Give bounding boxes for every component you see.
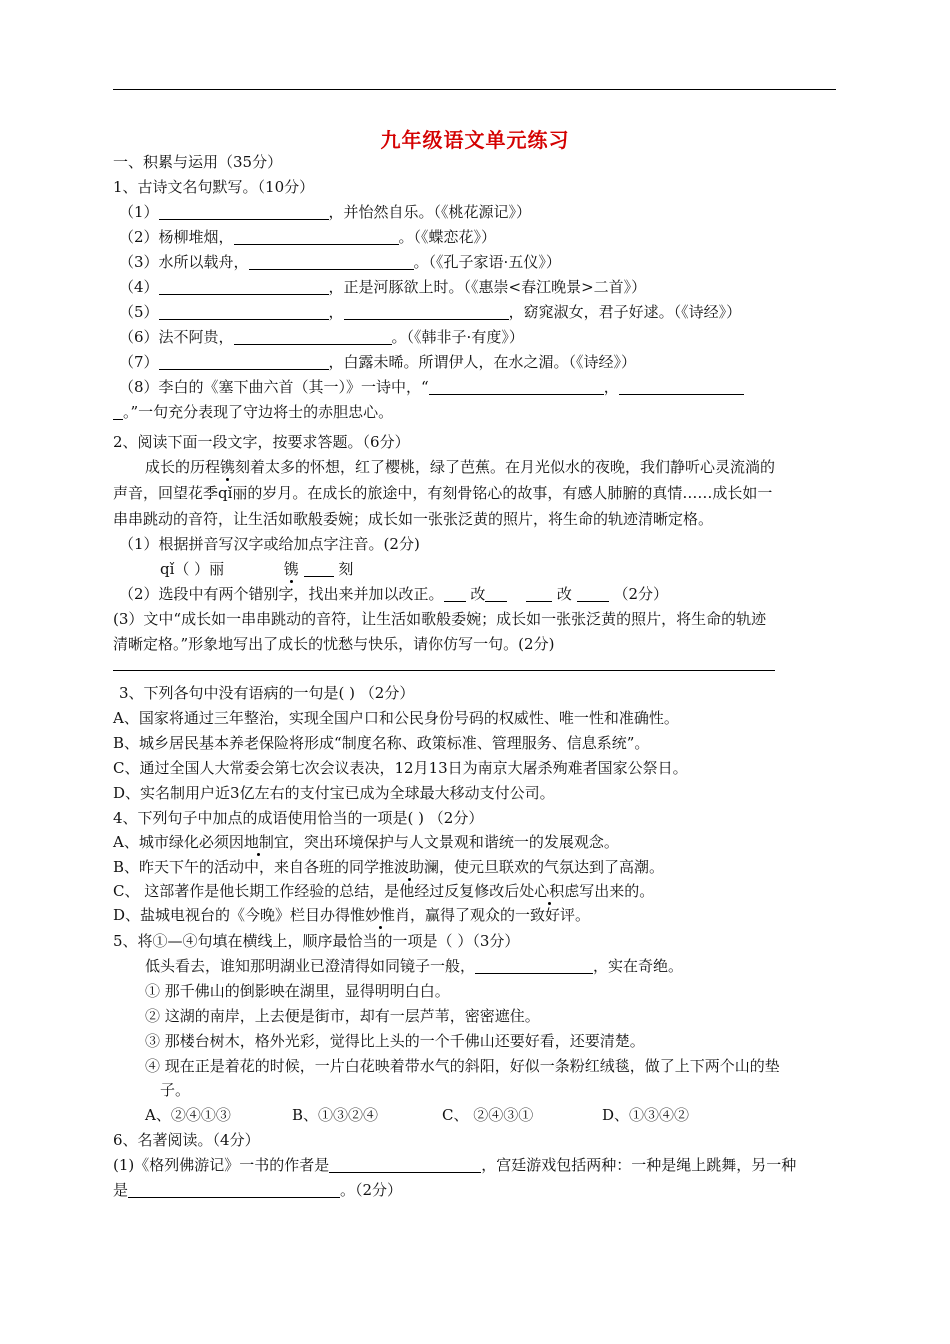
stem-text: 低头看去，谁知那明湖业已澄清得如同镜子一般， bbox=[145, 957, 476, 975]
q1-item-4-num: （4） bbox=[119, 278, 159, 296]
q1-item-8-cont bbox=[113, 402, 393, 422]
dotted-char: 镌 bbox=[283, 560, 299, 578]
option-text: ，赢得了观众的一致好评。 bbox=[410, 906, 591, 924]
points-label: （2分） bbox=[613, 585, 669, 603]
q4-option-c bbox=[113, 881, 654, 901]
q2-sub-1-answers bbox=[160, 559, 353, 579]
q4-option-a bbox=[113, 832, 619, 852]
q5-sentence-4: ④ 现在正是着花的时候，一片白花映着带水气的斜阳，好似一条粉红绒毯，做了上下两个山的垫 bbox=[145, 1057, 780, 1075]
fill-blank[interactable] bbox=[234, 328, 392, 345]
q5-sentence-4-cont: 子。 bbox=[160, 1081, 191, 1099]
option-text: A、城市绿化必须 bbox=[113, 833, 229, 851]
q1-item-3-text-a: （3）水所以载舟， bbox=[119, 253, 249, 271]
q4-option-b bbox=[113, 857, 664, 877]
q6-sub-1-line-2 bbox=[113, 1180, 402, 1200]
fill-blank[interactable] bbox=[159, 278, 329, 295]
fill-blank[interactable] bbox=[475, 957, 593, 974]
q5-sentence-1: ① 那千佛山的倒影映在湖里，显得明明白白。 bbox=[145, 982, 450, 1000]
fill-blank[interactable] bbox=[249, 253, 414, 270]
fill-blank[interactable] bbox=[485, 585, 507, 602]
q5-sentence-2: ② 这湖的南岸，上去便是街市，却有一层芦苇，密密遮住。 bbox=[145, 1007, 540, 1025]
q1-item-2-text-a: （2）杨柳堆烟， bbox=[119, 228, 234, 246]
section-heading: 一、积累与运用（35分） bbox=[113, 153, 283, 171]
q5-heading: 5、将①—④句填在横线上，顺序最恰当的一项是（ ）（3分） bbox=[113, 932, 520, 950]
q6-text: 是 bbox=[113, 1181, 129, 1199]
q1-item-5-comma: ， bbox=[328, 303, 344, 321]
q1-item-6 bbox=[119, 327, 524, 347]
q2-passage-line-2: 声音，回望花季qǐ丽的岁月。在成长的旅途中，有刻骨铭心的故事，有感人肺腑的真情……成长如一 bbox=[113, 484, 773, 502]
q1-item-8-text-a: （8）李白的《塞下曲六首（其一）》一诗中，“ bbox=[119, 378, 429, 396]
passage-text: 成长的历程 bbox=[145, 458, 221, 476]
q5-options bbox=[145, 1105, 689, 1125]
fill-blank[interactable] bbox=[444, 585, 466, 602]
q3-heading: 3、下列各句中没有语病的一句是( ) （2分） bbox=[119, 684, 415, 702]
option-text: ，使元旦联欢的气氛达到了高潮。 bbox=[439, 858, 665, 876]
q4-heading: 4、下列句子中加点的成语使用恰当的一项是( ) （2分） bbox=[113, 809, 484, 827]
q1-item-2 bbox=[119, 227, 496, 247]
dotted-idiom: 处心积虑 bbox=[519, 882, 580, 900]
q1-item-8 bbox=[119, 377, 744, 397]
q2-sub-1: （1）根据拼音写汉字或给加点字注音。(2分) bbox=[119, 535, 420, 553]
q2-sub-3-line-1: (3）文中“成长如一串串跳动的音符，让生活如歌般委婉；成长如一张张泛黄的照片，将生命的轨迹 bbox=[113, 610, 767, 628]
page-title: 九年级语文单元练习 bbox=[380, 128, 570, 152]
q3-option-c: C、通过全国人大常委会第七次会议表决，12月13日为南京大屠杀殉难者国家公祭日。 bbox=[113, 759, 688, 777]
q1-item-8-comma: ， bbox=[603, 378, 619, 396]
choice-b[interactable]: B、①③②④ bbox=[292, 1106, 379, 1124]
q1-item-8-text-c: 。”一句充分表现了守边将士的赤胆忠心。 bbox=[123, 403, 394, 421]
q1-item-3 bbox=[119, 252, 561, 272]
option-text: B、昨天下午的活动中，来自各班的同学 bbox=[113, 858, 380, 876]
correct-label: 改 bbox=[556, 585, 572, 603]
dotted-idiom: 惟妙惟肖 bbox=[350, 906, 411, 924]
q2-heading: 2、阅读下面一段文字，按要求答题。（6分） bbox=[113, 433, 410, 451]
fill-blank[interactable] bbox=[526, 585, 552, 602]
option-text: ，突出环境保护与人文景观和谐统一的发展观念。 bbox=[288, 833, 619, 851]
fill-blank[interactable] bbox=[577, 585, 609, 602]
choice-d[interactable]: D、①③④② bbox=[602, 1106, 690, 1124]
q4-option-d bbox=[113, 905, 590, 925]
q1-item-7-num: （7） bbox=[119, 353, 159, 371]
q6-text: 。（2分） bbox=[340, 1181, 403, 1199]
dotted-char: 镌 bbox=[220, 458, 236, 476]
choice-a[interactable]: A、②④①③ bbox=[145, 1106, 231, 1124]
dotted-idiom: 推波助澜 bbox=[379, 858, 440, 876]
q1-item-2-text-b: 。（《蝶恋花》） bbox=[398, 228, 497, 246]
q6-text: (1)《格列佛游记》一书的作者是 bbox=[113, 1156, 330, 1174]
correct-label: 改 bbox=[470, 585, 486, 603]
option-text: 写出来的。 bbox=[579, 882, 655, 900]
fill-blank[interactable] bbox=[344, 303, 509, 320]
q2-passage-line-1 bbox=[145, 457, 775, 477]
q6-text: ，宫廷游戏包括两种：一种是绳上跳舞，另一种 bbox=[481, 1156, 797, 1174]
fill-blank[interactable] bbox=[159, 353, 329, 370]
dotted-idiom: 因地制宜 bbox=[228, 833, 289, 851]
q1-item-4-text: ，正是河豚欲上时。（《惠崇<春江晚景>二首》） bbox=[328, 278, 647, 296]
q2-sub-2-text: （2）选段中有两个错别字，找出来并加以改正。 bbox=[119, 585, 444, 603]
fill-blank[interactable] bbox=[234, 228, 399, 245]
fill-blank[interactable] bbox=[159, 203, 329, 220]
fill-blank[interactable] bbox=[159, 303, 329, 320]
q1-item-7-text: ，白露未晞。所谓伊人，在水之湄。（《诗经》） bbox=[328, 353, 637, 371]
q3-option-d: D、实名制用户近3亿左右的支付宝已成为全球最大移动支付公司。 bbox=[113, 784, 555, 802]
q1-item-4 bbox=[119, 277, 646, 297]
fill-blank[interactable] bbox=[113, 403, 123, 420]
q1-item-7 bbox=[119, 352, 636, 372]
header-rule bbox=[113, 89, 836, 90]
fill-blank[interactable] bbox=[128, 1181, 340, 1198]
q3-option-b: B、城乡居民基本养老保险将形成“制度名称、政策标准、管理服务、信息系统”。 bbox=[113, 734, 650, 752]
q2-passage-line-3: 串串跳动的音符，让生活如歌般委婉；成长如一张张泛黄的照片，将生命的轨迹清晰定格。 bbox=[113, 510, 714, 528]
q1-item-1-text: ，并怡然自乐。（《桃花源记》） bbox=[328, 203, 532, 221]
stem-text: ，实在奇绝。 bbox=[593, 957, 684, 975]
q5-sentence-3: ③ 那楼台树木，格外光彩，觉得比上头的一个千佛山还要好看，还要清楚。 bbox=[145, 1032, 645, 1050]
option-text: D、盐城电视台的《今晚》栏目办得 bbox=[113, 906, 351, 924]
q2-sub-2 bbox=[119, 584, 668, 604]
q5-stem bbox=[145, 956, 683, 976]
char-text: 刻 bbox=[338, 560, 354, 578]
q6-heading: 6、名著阅读。（4分） bbox=[113, 1131, 260, 1149]
fill-blank[interactable] bbox=[429, 378, 604, 395]
q2-sub-3-line-2: 清晰定格。”形象地写出了成长的忧愁与快乐，请你仿写一句。(2分) bbox=[113, 635, 555, 653]
option-text: C、 这部著作是他长期工作经验的总结，是他经过反复修改后 bbox=[113, 882, 520, 900]
q1-item-5-num: （5） bbox=[119, 303, 159, 321]
q1-item-5-text: ，窈窕淑女，君子好逑。（《诗经》） bbox=[508, 303, 742, 321]
passage-text: 刻着太多的怀想，红了樱桃，绿了芭蕉。在月光似水的夜晚，我们静听心灵流淌的 bbox=[235, 458, 776, 476]
q6-sub-1-line-1 bbox=[113, 1155, 796, 1175]
q1-item-1 bbox=[119, 202, 531, 222]
q1-heading: 1、古诗文名句默写。（10分） bbox=[113, 178, 315, 196]
q1-item-5 bbox=[119, 302, 741, 322]
q3-option-a: A、国家将通过三年整治，实现全国户口和公民身份号码的权威性、唯一性和准确性。 bbox=[113, 709, 679, 727]
q1-item-6-text-b: 。（《韩非子·有度》） bbox=[391, 328, 524, 346]
q1-item-6-text-a: （6）法不阿贵， bbox=[119, 328, 234, 346]
fill-blank[interactable] bbox=[304, 560, 334, 577]
pinyin-prompt: qǐ（ ）丽 bbox=[160, 560, 225, 578]
fill-blank[interactable] bbox=[329, 1156, 481, 1173]
choice-c[interactable]: C、 ②④③① bbox=[442, 1106, 534, 1124]
answer-line[interactable] bbox=[113, 670, 775, 671]
fill-blank[interactable] bbox=[619, 378, 744, 395]
q1-item-3-text-b: 。（《孔子家语·五仪》） bbox=[413, 253, 561, 271]
q1-item-1-num: （1） bbox=[119, 203, 159, 221]
